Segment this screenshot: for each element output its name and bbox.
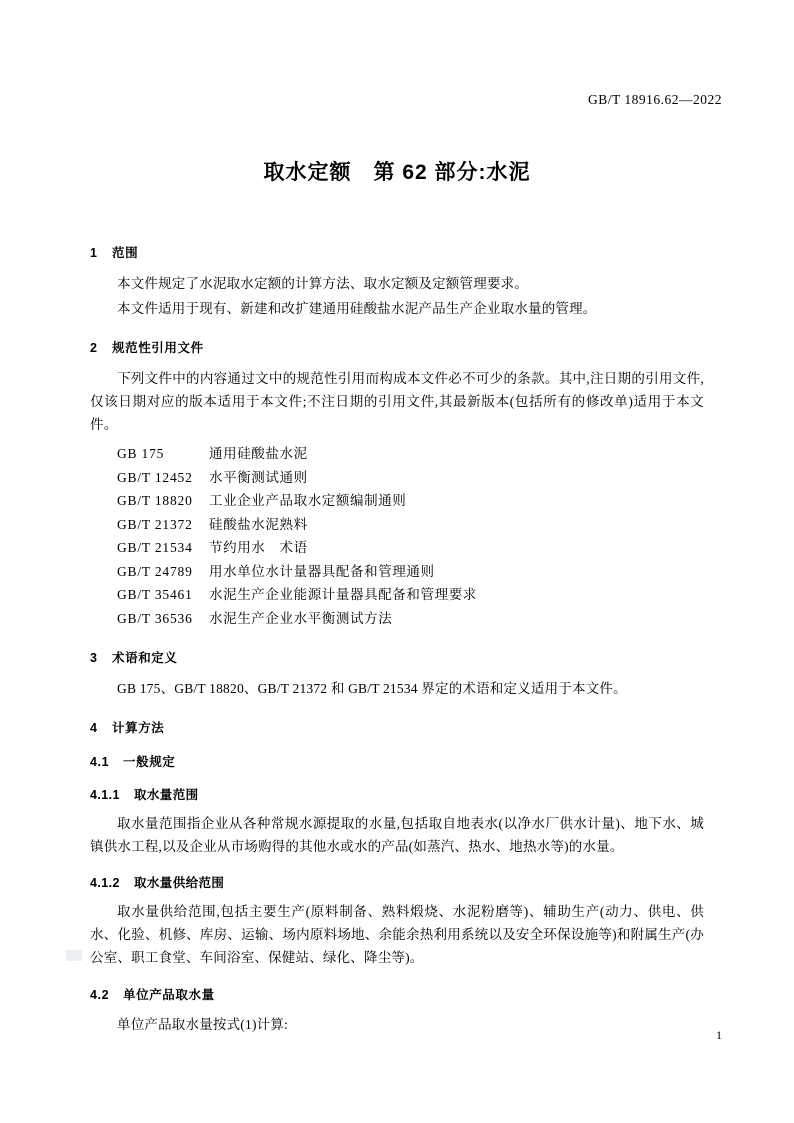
reference-code: GB 175 (117, 446, 165, 461)
section-3-label: 术语和定义 (112, 651, 178, 665)
section-heading-1 (90, 243, 704, 261)
list-item (90, 607, 704, 631)
section-4-2-paragraph-1: 单位产品取水量按式(1)计算: (117, 1017, 288, 1032)
normative-references-list (90, 442, 704, 630)
section-4-2-number: 4.2 (90, 988, 110, 1002)
section-heading-4 (90, 718, 704, 736)
page-header-standard-number: GB/T 18916.62—2022 (587, 92, 722, 107)
list-item (90, 513, 704, 537)
section-heading-4-1 (90, 752, 704, 770)
reference-code: GB/T 35461 (117, 587, 193, 602)
reference-code: GB/T 21372 (117, 516, 193, 532)
reference-title: 水平衡测试通则 (209, 469, 308, 485)
list-item (90, 442, 704, 466)
section-2-label: 规范性引用文件 (112, 341, 204, 355)
section-3-paragraph-1: GB 175、GB/T 18820、GB/T 21372 和 GB/T 21534 界定的术语和定义适用于本文件。 (117, 681, 627, 696)
section-4-1-label: 一般规定 (123, 755, 176, 769)
section-heading-4-2 (90, 985, 704, 1003)
reference-title: 节约用水 术语 (209, 540, 308, 555)
margin-mark (66, 950, 82, 961)
section-4-1-1-number: 4.1.1 (90, 788, 120, 802)
section-1-paragraph-1: 本文件规定了水泥取水定额的计算方法、取水定额及定额管理要求。 (117, 276, 528, 291)
reference-title: 通用硅酸盐水泥 (209, 446, 308, 461)
section-4-1-2-number: 4.1.2 (90, 876, 120, 890)
section-1-number: 1 (90, 246, 98, 260)
section-3-number: 3 (90, 651, 98, 665)
page-number: 1 (716, 1028, 722, 1042)
reference-title: 水泥生产企业能源计量器具配备和管理要求 (209, 587, 477, 602)
reference-title: 工业企业产品取水定额编制通则 (209, 493, 407, 508)
section-4-1-number: 4.1 (90, 755, 110, 769)
section-1-paragraph-2: 本文件适用于现有、新建和改扩建通用硅酸盐水泥产品生产企业取水量的管理。 (117, 301, 597, 316)
section-4-1-2-label: 取水量供给范围 (134, 876, 225, 890)
reference-code: GB/T 36536 (117, 610, 193, 626)
reference-title: 用水单位水计量器具配备和管理通则 (209, 563, 435, 579)
section-4-1-1-paragraph-1: 取水量范围指企业从各种常规水源提取的水量,包括取自地表水(以净水厂供水计量)、地下水、城镇供水工程,以及企业从市场购得的其他水或水的产品(如蒸汽、热水、地热水等)的水量。 (90, 816, 704, 854)
section-4-1-1-label: 取水量范围 (134, 788, 199, 802)
section-1-label: 范围 (112, 246, 139, 260)
reference-title: 水泥生产企业水平衡测试方法 (209, 610, 393, 626)
list-item (90, 466, 704, 490)
section-4-label: 计算方法 (112, 721, 165, 735)
section-heading-4-1-1 (90, 785, 704, 803)
reference-code: GB/T 21534 (117, 540, 193, 555)
section-4-2-label: 单位产品取水量 (123, 988, 215, 1002)
list-item (90, 583, 704, 607)
reference-title: 硅酸盐水泥熟料 (209, 516, 308, 532)
section-heading-4-1-2 (90, 873, 704, 891)
page-title: 取水定额 第 62 部分:水泥 (263, 161, 531, 184)
section-4-1-2-paragraph-1: 取水量供给范围,包括主要生产(原料制备、熟料煅烧、水泥粉磨等)、辅助生产(动力、供电、供水、化验、机修、库房、运输、场内原料场地、余能余热利用系统以及安全环保设施等)和附属生产(办公室、职工食堂、车间浴室、保健站、绿化、降尘等)。 (90, 904, 704, 965)
section-heading-3 (90, 648, 704, 666)
section-2-number: 2 (90, 341, 98, 355)
list-item (90, 560, 704, 584)
list-item (90, 536, 704, 560)
section-heading-2 (90, 338, 704, 356)
section-4-number: 4 (90, 721, 98, 735)
document-body (90, 225, 704, 1038)
reference-code: GB/T 18820 (117, 493, 193, 508)
reference-code: GB/T 12452 (117, 469, 193, 485)
reference-code: GB/T 24789 (117, 563, 193, 579)
list-item (90, 489, 704, 513)
section-2-paragraph-1: 下列文件中的内容通过文中的规范性引用而构成本文件必不可少的条款。其中,注日期的引用文件,仅该日期对应的版本适用于本文件;不注日期的引用文件,其最新版本(包括所有的修改单)适用于本文件。 (90, 371, 704, 432)
